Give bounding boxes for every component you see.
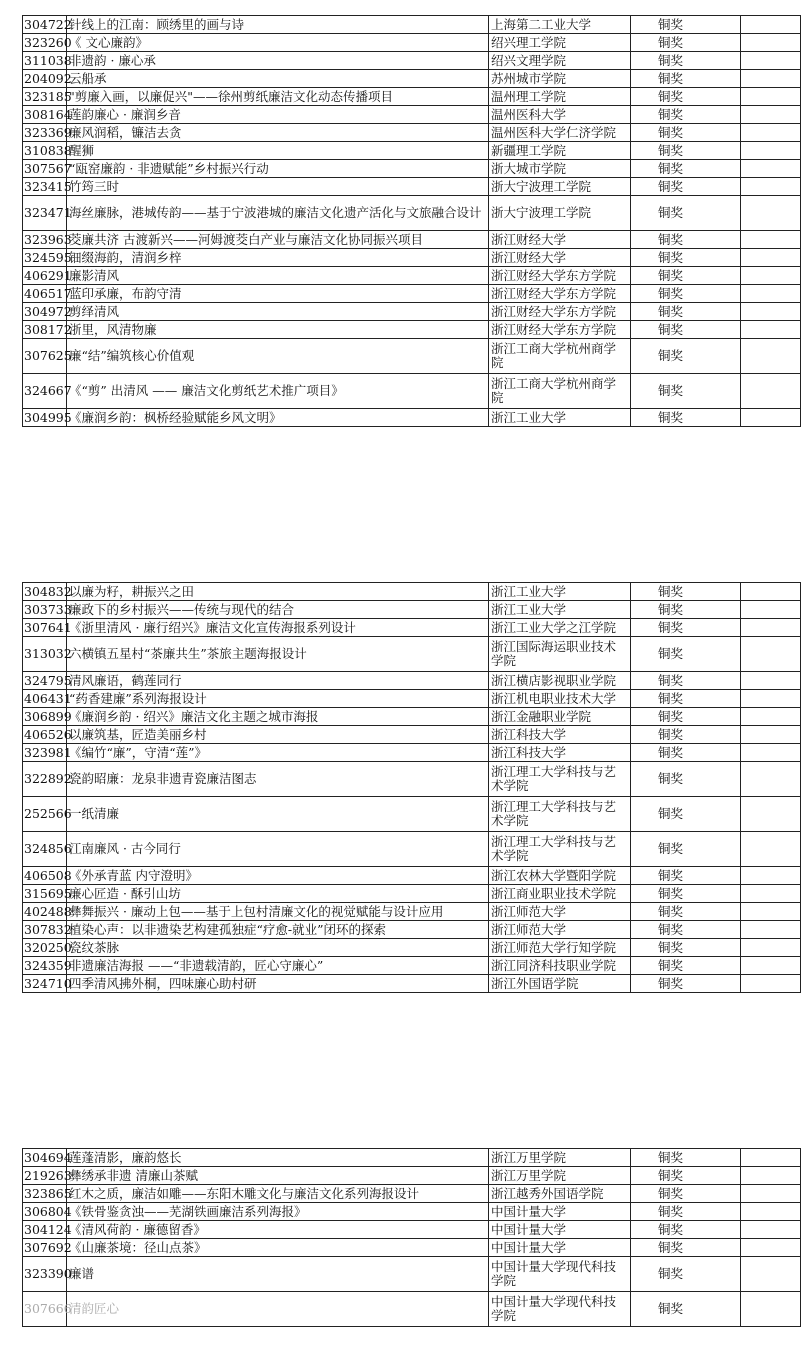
note-cell [741,1149,801,1167]
note-cell [741,744,801,762]
school-cell: 浙江金融职业学院 [489,708,631,726]
project-title-cell: 莲韵廉心 · 廉润乡音 [67,106,489,124]
award-cell: 铜奖 [631,690,741,708]
note-cell [741,832,801,867]
project-title-cell: 海丝廉脉，港城传韵——基于宁波港城的廉洁文化遗产活化与文旅融合设计 [67,196,489,231]
school-cell: 中国计量大学 [489,1239,631,1257]
project-id-cell: 406526 [24,726,72,742]
project-id-cell: 323963 [24,231,72,247]
award-table-3 [22,1148,801,1327]
note-cell [741,321,801,339]
award-cell: 铜奖 [631,374,741,409]
project-id-cell: 324595 [24,249,72,265]
project-id-cell: 310838 [24,142,72,158]
award-cell: 铜奖 [631,903,741,921]
project-title-cell: 江南廉风 · 古今同行 [67,832,489,867]
table-row [23,939,801,957]
award-cell: 铜奖 [631,637,741,672]
school-cell: 浙江同济科技职业学院 [489,957,631,975]
award-cell: 铜奖 [631,832,741,867]
table-row [23,249,801,267]
table-row [23,339,801,374]
award-cell: 铜奖 [631,178,741,196]
project-title-cell: 《 文心廉韵》 [67,34,489,52]
project-id-cell: 308172 [24,321,72,337]
school-cell: 浙江工业大学 [489,409,631,427]
award-cell: 铜奖 [631,160,741,178]
school-cell: 浙大城市学院 [489,160,631,178]
note-cell [741,583,801,601]
project-id-cell: 313032 [23,637,67,672]
school-cell: 温州医科大学 [489,106,631,124]
award-cell: 铜奖 [631,762,741,797]
project-title-cell: "剪廉入画，以廉促兴"——徐州剪纸廉洁文化动态传播项目 [67,88,489,106]
school-cell: 浙江万里学院 [489,1149,631,1167]
award-cell: 铜奖 [631,797,741,832]
note-cell [741,762,801,797]
project-id-cell: 307641 [24,619,72,635]
award-cell: 铜奖 [631,196,741,231]
table-row [23,88,801,106]
project-id-cell: 304832 [24,583,72,599]
award-table-1 [22,15,801,427]
note-cell [741,339,801,374]
project-id-cell: 324795 [24,672,72,688]
note-cell [741,178,801,196]
school-cell: 中国计量大学现代科技学院 [489,1257,631,1292]
school-cell: 中国计量大学现代科技学院 [489,1292,631,1327]
project-id-cell: 324710 [24,975,72,991]
award-cell: 铜奖 [631,16,741,34]
note-cell [741,409,801,427]
project-title-cell: 以廉筑基，匠造美丽乡村 [67,726,489,744]
award-cell: 铜奖 [631,1239,741,1257]
project-id-cell: 306899 [24,708,72,724]
project-id-cell: 304722 [24,16,72,32]
note-cell [741,672,801,690]
table-row [23,690,801,708]
project-title-cell: 茭廉共济 古渡新兴——河姆渡茭白产业与廉洁文化协同振兴项目 [67,231,489,249]
project-id-cell: 304995 [24,409,72,425]
award-cell: 铜奖 [631,619,741,637]
school-cell: 苏州城市学院 [489,70,631,88]
project-title-cell: 廉影清风 [67,267,489,285]
school-cell: 上海第二工业大学 [489,16,631,34]
project-id-cell: 323260 [24,34,72,50]
table-row [23,231,801,249]
project-title-cell: 《铁骨鉴贪浊——芜湖铁画廉洁系列海报》 [67,1203,489,1221]
project-title-cell: 廉谱 [67,1257,489,1292]
project-title-cell: 《清风荷韵 · 廉德留香》 [67,1221,489,1239]
table-row [23,16,801,34]
project-title-cell: “瓯窑廉韵 · 非遗赋能”乡村振兴行动 [67,160,489,178]
school-cell: 浙江财经大学 [489,231,631,249]
award-cell: 铜奖 [631,285,741,303]
project-id-cell: 307567 [24,160,72,176]
project-title-cell: 醒狮 [67,142,489,160]
note-cell [741,160,801,178]
note-cell [741,106,801,124]
award-cell: 铜奖 [631,1149,741,1167]
school-cell: 浙江外国语学院 [489,975,631,993]
project-title-cell: 植染心声：以非遗染艺构建孤独症“疗愈-就业”闭环的探索 [67,921,489,939]
project-id-cell: 304124 [24,1221,72,1237]
note-cell [741,34,801,52]
project-id-cell: 323471 [23,196,67,231]
table-row [23,374,801,409]
project-id-cell: 323185 [24,88,72,104]
award-cell: 铜奖 [631,124,741,142]
school-cell: 浙江科技大学 [489,744,631,762]
project-title-cell: 浙里，风清物廉 [67,321,489,339]
table-row [23,321,801,339]
project-id-cell: 306804 [24,1203,72,1219]
project-id-cell: 307832 [24,921,72,937]
note-cell [741,1257,801,1292]
note-cell [741,1239,801,1257]
award-cell: 铜奖 [631,1221,741,1239]
project-title-cell: “药香建廉”系列海报设计 [67,690,489,708]
school-cell: 浙大宁波理工学院 [489,178,631,196]
school-cell: 温州医科大学仁济学院 [489,124,631,142]
table-row [23,106,801,124]
school-cell: 浙江商业职业技术学院 [489,885,631,903]
school-cell: 中国计量大学 [489,1203,631,1221]
project-title-cell: 四季清风拂外桐，四味廉心助村研 [67,975,489,993]
award-cell: 铜奖 [631,975,741,993]
project-title-cell: 廉政下的乡村振兴——传统与现代的结合 [67,601,489,619]
award-cell: 铜奖 [631,339,741,374]
project-title-cell: 蓝印承廉，布韵守清 [67,285,489,303]
note-cell [741,708,801,726]
table-row [23,601,801,619]
table-row [23,583,801,601]
school-cell: 浙江理工大学科技与艺术学院 [489,832,631,867]
note-cell [741,1167,801,1185]
school-cell: 浙江财经大学东方学院 [489,321,631,339]
table-row [23,34,801,52]
award-cell: 铜奖 [631,34,741,52]
note-cell [741,903,801,921]
project-id-cell: 406291 [24,267,72,283]
table-row [23,1167,801,1185]
school-cell: 浙江师范大学行知学院 [489,939,631,957]
note-cell [741,267,801,285]
school-cell: 绍兴文理学院 [489,52,631,70]
table-row [23,178,801,196]
award-cell: 铜奖 [631,231,741,249]
school-cell: 浙江越秀外国语学院 [489,1185,631,1203]
project-title-cell: 针线上的江南：顾绣里的画与诗 [67,16,489,34]
award-cell: 铜奖 [631,106,741,124]
project-id-cell: 323369 [24,124,72,140]
school-cell: 浙江财经大学东方学院 [489,267,631,285]
award-cell: 铜奖 [631,885,741,903]
project-title-cell: 彝绣承非遗 清廉山茶赋 [67,1167,489,1185]
table-row [23,196,801,231]
school-cell: 浙江工商大学杭州商学院 [489,374,631,409]
award-cell: 铜奖 [631,726,741,744]
award-cell: 铜奖 [631,409,741,427]
note-cell [741,726,801,744]
project-title-cell: 廉心匠造 · 酥引山坊 [67,885,489,903]
note-cell [741,142,801,160]
school-cell: 浙江科技大学 [489,726,631,744]
project-title-cell: 瓷纹茶脉 [67,939,489,957]
table-row [23,921,801,939]
note-cell [741,303,801,321]
award-cell: 铜奖 [631,321,741,339]
award-cell: 铜奖 [631,88,741,106]
award-cell: 铜奖 [631,921,741,939]
table-row [23,285,801,303]
project-id-cell: 406431 [24,690,72,706]
project-id-cell: 303733 [24,601,72,617]
award-cell: 铜奖 [631,708,741,726]
project-id-cell: 219263 [24,1167,72,1183]
note-cell [741,1203,801,1221]
project-title-cell: 《“剪” 出清风 —— 廉洁文化剪纸艺术推广项目》 [67,374,489,409]
school-cell: 浙江财经大学东方学院 [489,285,631,303]
table-row [23,1221,801,1239]
project-title-cell: 竹筠三时 [67,178,489,196]
project-id-cell: 322892 [23,762,67,797]
table-row [23,1292,801,1327]
school-cell: 浙江机电职业技术大学 [489,690,631,708]
note-cell [741,1185,801,1203]
note-cell [741,797,801,832]
table-row [23,903,801,921]
note-cell [741,249,801,267]
note-cell [741,957,801,975]
project-id-cell: 307625 [23,339,67,374]
award-cell: 铜奖 [631,267,741,285]
project-id-cell: 323415 [24,178,72,194]
project-id-cell: 324667 [23,374,67,409]
note-cell [741,690,801,708]
project-title-cell: 钿缀海韵，清润乡梓 [67,249,489,267]
note-cell [741,124,801,142]
note-cell [741,52,801,70]
project-id-cell: 315695 [24,885,72,901]
school-cell: 浙江财经大学东方学院 [489,303,631,321]
project-id-cell: 402488 [24,903,72,919]
school-cell: 浙江工业大学 [489,601,631,619]
note-cell [741,285,801,303]
award-cell: 铜奖 [631,1185,741,1203]
note-cell [741,867,801,885]
table-row [23,867,801,885]
note-cell [741,885,801,903]
table-row [23,1257,801,1292]
project-id-cell: 324359 [24,957,72,973]
table-row [23,744,801,762]
table-row [23,885,801,903]
project-title-cell: 莲蓬清影，廉韵悠长 [67,1149,489,1167]
table-row [23,708,801,726]
award-cell: 铜奖 [631,957,741,975]
table-row [23,124,801,142]
table-row [23,637,801,672]
project-id-cell: 307692 [24,1239,72,1255]
project-id-cell: 311038 [24,52,72,68]
project-title-cell: 《廉润乡韵 · 绍兴》廉洁文化主题之城市海报 [67,708,489,726]
project-title-cell: 《浙里清风 · 廉行绍兴》廉洁文化宣传海报系列设计 [67,619,489,637]
project-id-cell: 252566 [23,797,67,832]
project-id-cell: 304694 [24,1149,72,1165]
school-cell: 浙大宁波理工学院 [489,196,631,231]
school-cell: 浙江工业大学 [489,583,631,601]
table-row [23,672,801,690]
table-row [23,1185,801,1203]
award-cell: 铜奖 [631,601,741,619]
table-row [23,52,801,70]
project-title-cell: 云船承 [67,70,489,88]
award-cell: 铜奖 [631,142,741,160]
award-cell: 铜奖 [631,249,741,267]
note-cell [741,619,801,637]
table-row [23,70,801,88]
project-title-cell: 《外承青蓝 内守澄明》 [67,867,489,885]
school-cell: 浙江财经大学 [489,249,631,267]
note-cell [741,975,801,993]
table-row [23,957,801,975]
award-cell: 铜奖 [631,1292,741,1327]
note-cell [741,1221,801,1239]
school-cell: 温州理工学院 [489,88,631,106]
table-row [23,975,801,993]
award-cell: 铜奖 [631,672,741,690]
project-title-cell: 红木之质，廉洁如雕——东阳木雕文化与廉洁文化系列海报设计 [67,1185,489,1203]
note-cell [741,637,801,672]
school-cell: 浙江理工大学科技与艺术学院 [489,762,631,797]
table-row [23,762,801,797]
table-row [23,1203,801,1221]
table-row [23,160,801,178]
award-cell: 铜奖 [631,70,741,88]
project-title-cell: 非遗廉洁海报 ——“非遗载清韵，匠心守廉心” [67,957,489,975]
school-cell: 浙江理工大学科技与艺术学院 [489,797,631,832]
note-cell [741,196,801,231]
table-row [23,1149,801,1167]
project-id-cell: 324856 [23,832,67,867]
school-cell: 中国计量大学 [489,1221,631,1239]
project-id-cell: 406517 [24,285,72,301]
project-title-cell: 六横镇五星村“茶廉共生”茶旅主题海报设计 [67,637,489,672]
project-id-cell: 320250 [24,939,72,955]
table-row [23,726,801,744]
project-id-cell: 323981 [24,744,72,760]
project-title-cell: 廉“结”编筑核心价值观 [67,339,489,374]
project-title-cell: 清韵匠心 [67,1292,489,1327]
project-title-cell: 彝舞振兴 · 廉动上包——基于上包村清廉文化的视觉赋能与设计应用 [67,903,489,921]
note-cell [741,374,801,409]
project-id-cell: 323865 [24,1185,72,1201]
award-table-2 [22,582,801,993]
project-title-cell: 《山廉茶境：径山点茶》 [67,1239,489,1257]
note-cell [741,921,801,939]
note-cell [741,70,801,88]
project-id-cell: 304972 [24,303,72,319]
project-id-cell: 307666 [23,1292,67,1327]
table-row [23,409,801,427]
school-cell: 浙江工业大学之江学院 [489,619,631,637]
table-row [23,267,801,285]
project-title-cell: 剪绎清风 [67,303,489,321]
school-cell: 浙江师范大学 [489,903,631,921]
project-title-cell: 清风廉语，鹤莲同行 [67,672,489,690]
note-cell [741,1292,801,1327]
note-cell [741,88,801,106]
school-cell: 浙江横店影视职业学院 [489,672,631,690]
project-title-cell: 非遗韵 · 廉心承 [67,52,489,70]
project-title-cell: 廉风润稻，镰洁去贪 [67,124,489,142]
award-cell: 铜奖 [631,939,741,957]
project-title-cell: 《廉润乡韵：枫桥经验赋能乡风文明》 [67,409,489,427]
note-cell [741,601,801,619]
school-cell: 浙江师范大学 [489,921,631,939]
award-cell: 铜奖 [631,303,741,321]
note-cell [741,16,801,34]
note-cell [741,231,801,249]
school-cell: 浙江国际海运职业技术学院 [489,637,631,672]
table-row [23,1239,801,1257]
table-row [23,832,801,867]
award-cell: 铜奖 [631,1203,741,1221]
school-cell: 新疆理工学院 [489,142,631,160]
school-cell: 浙江万里学院 [489,1167,631,1185]
table-row [23,303,801,321]
award-cell: 铜奖 [631,1167,741,1185]
award-cell: 铜奖 [631,583,741,601]
school-cell: 浙江农林大学暨阳学院 [489,867,631,885]
project-title-cell: 《编竹“廉”，守清“莲”》 [67,744,489,762]
award-cell: 铜奖 [631,1257,741,1292]
school-cell: 浙江工商大学杭州商学院 [489,339,631,374]
project-id-cell: 204092 [24,70,72,86]
project-title-cell: 瓷韵昭廉：龙泉非遗青瓷廉洁图志 [67,762,489,797]
award-cell: 铜奖 [631,867,741,885]
project-title-cell: 一纸清廉 [67,797,489,832]
project-id-cell: 406508 [24,867,72,883]
table-row [23,142,801,160]
award-cell: 铜奖 [631,744,741,762]
award-cell: 铜奖 [631,52,741,70]
table-row [23,619,801,637]
project-title-cell: 以廉为籽，耕振兴之田 [67,583,489,601]
project-id-cell: 308164 [24,106,72,122]
table-row [23,797,801,832]
project-id-cell: 323390 [23,1257,67,1292]
school-cell: 绍兴理工学院 [489,34,631,52]
note-cell [741,939,801,957]
